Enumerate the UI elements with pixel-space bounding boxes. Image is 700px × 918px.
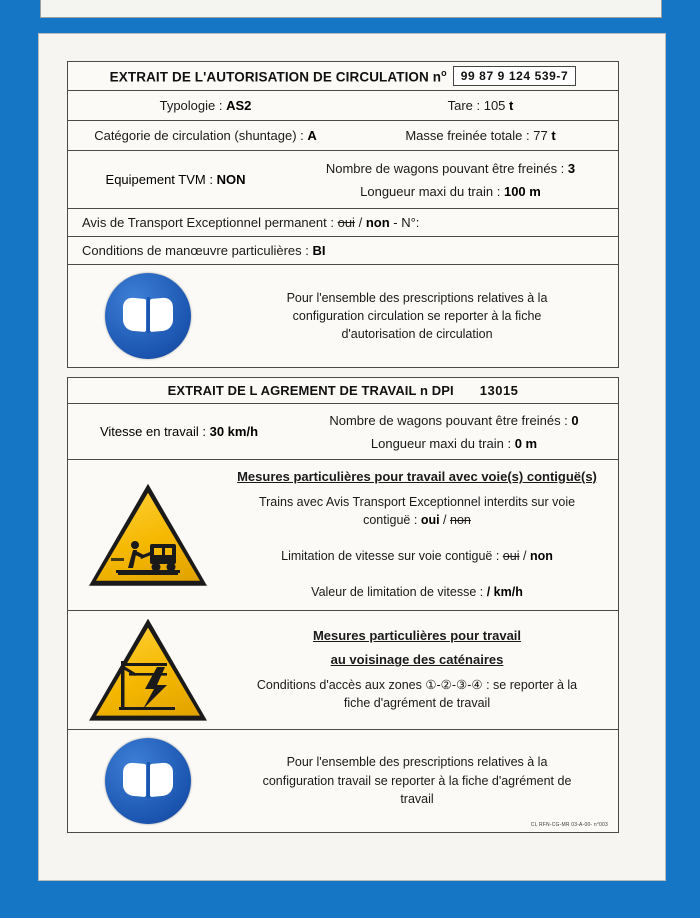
voie-contigue-line1b: contiguë :: [363, 512, 418, 527]
limitation-vitesse-sep: /: [522, 549, 527, 564]
travail-wagons-value: 0: [571, 412, 579, 428]
typologie-cell: [68, 91, 343, 120]
conditions-value: BI: [312, 243, 326, 258]
voie-contigue-oui: oui: [420, 512, 440, 527]
wagons-value: 3: [567, 160, 576, 176]
book-icon: [105, 273, 191, 359]
circulation-notice-text: [228, 281, 618, 351]
travail-notice-row: [68, 730, 618, 832]
circulation-notice-row: [68, 265, 618, 367]
travail-notice-line1: Pour l'ensemble des prescriptions relatives à la: [286, 755, 548, 770]
travail-notice-line3: travail: [400, 791, 434, 806]
typologie-label: Typologie :: [159, 98, 223, 113]
document-footer-code: CL RFN-CG-MR 03-A-00- n°003: [530, 821, 608, 828]
categorie-cell: [68, 121, 343, 150]
travail-title-row: [68, 378, 618, 404]
vitesse-right-group: [290, 404, 618, 459]
circulation-notice-icon-cell: [68, 265, 228, 367]
travail-panel: [67, 377, 619, 833]
catenaires-text: [228, 619, 618, 721]
masse-label: Masse freinée totale : 77: [405, 128, 548, 143]
book-icon: [105, 738, 191, 824]
wagons-freines-line: [283, 157, 618, 180]
track-work-glyph: [106, 528, 190, 578]
catenaires-heading2: au voisinage des caténaires: [330, 652, 504, 668]
placard-sheet: [38, 33, 666, 881]
voie-contigue-sep: /: [443, 512, 447, 527]
categorie-label: Catégorie de circulation (shuntage) :: [94, 128, 304, 143]
tvm-right-group: [283, 151, 618, 208]
circulation-notice-line2: configuration circulation se reporter à la fiche: [292, 308, 542, 323]
circulation-notice-line3: d'autorisation de circulation: [341, 327, 493, 342]
tare-cell: [343, 91, 618, 120]
avis-transport-row: [68, 209, 618, 237]
travail-dpi-number: 13015: [479, 383, 519, 398]
travail-longueur-value: 0 m: [514, 435, 538, 451]
longueur-label: Longueur maxi du train :: [360, 183, 501, 199]
voie-contigue-heading: Mesures particulières pour travail avec voie(s) contiguë(s): [237, 469, 597, 484]
voie-contigue-text: [228, 460, 618, 610]
categorie-value: A: [307, 128, 317, 143]
voie-contigue-non: non: [450, 512, 471, 527]
travail-longueur-label: Longueur maxi du train :: [370, 435, 512, 451]
avis-sep: /: [358, 215, 363, 230]
warning-triangle-electric-icon: [89, 619, 207, 721]
limitation-vitesse-oui: oui: [502, 549, 520, 564]
valeur-limitation-label: Valeur de limitation de vitesse :: [311, 585, 484, 600]
conditions-manoeuvre-row: [68, 237, 618, 265]
longueur-maxi-line: [283, 180, 618, 203]
voie-contigue-line1a: Trains avec Avis Transport Exceptionnel interdits sur voie: [258, 494, 576, 509]
wagons-label: Nombre de wagons pouvant être freinés :: [325, 160, 565, 176]
avis-non: non: [365, 215, 390, 230]
catenaires-icon-cell: [68, 611, 228, 729]
catenaires-heading1: Mesures particulières pour travail: [312, 627, 522, 643]
vitesse-label: Vitesse en travail :: [99, 424, 206, 439]
circulation-title: EXTRAIT DE L'AUTORISATION DE CIRCULATION $n^o$: [109, 67, 447, 85]
categorie-masse-row: [68, 121, 618, 151]
circulation-notice-line1: Pour l'ensemble des prescriptions relatives à la: [286, 290, 548, 305]
travail-notice-icon-cell: [68, 730, 228, 832]
catenaires-line2: fiche d'agrément de travail: [343, 696, 491, 711]
catenary-glyph: [105, 657, 191, 713]
masse-unit: t: [551, 128, 556, 143]
conditions-label: Conditions de manœuvre particulières :: [82, 243, 309, 258]
typologie-tare-row: [68, 91, 618, 121]
longueur-value: 100 m: [503, 183, 541, 199]
vitesse-value: 30 km/h: [209, 424, 259, 439]
travail-wagons-line: [290, 409, 618, 432]
avis-oui: oui: [337, 215, 355, 230]
travail-notice-line2: configuration travail se reporter à la fiche d'agrément de: [262, 773, 572, 788]
typologie-value: AS2: [226, 98, 252, 113]
travail-wagons-label: Nombre de wagons pouvant être freinés :: [329, 412, 568, 428]
tvm-row: [68, 151, 618, 209]
limitation-vitesse-label: Limitation de vitesse sur voie contiguë :: [281, 549, 500, 564]
avis-label: Avis de Transport Exceptionnel permanent :: [82, 215, 334, 230]
vitesse-cell: [68, 404, 290, 459]
top-sheet-fragment: [40, 0, 662, 18]
masse-freinee-cell: [343, 121, 618, 150]
catenaires-line1: Conditions d'accès aux zones ①-②-③-④ : se reporter à la: [256, 678, 578, 693]
travail-title: EXTRAIT DE L AGREMENT DE TRAVAIL n DPI 13015: [167, 383, 519, 398]
travail-notice-text: [228, 745, 618, 815]
limitation-vitesse-non: non: [529, 549, 553, 564]
tvm-value: NON: [216, 172, 246, 187]
circulation-title-row: [68, 62, 618, 91]
voie-contigue-row: [68, 460, 618, 611]
circulation-panel: [67, 61, 619, 368]
travail-longueur-line: [290, 432, 618, 455]
warning-triangle-track-work-icon: [89, 484, 207, 586]
catenaires-row: [68, 611, 618, 730]
tare-unit: t: [509, 98, 514, 113]
tare-label: Tare : 105: [447, 98, 506, 113]
avis-num: - N°:: [393, 215, 420, 230]
valeur-limitation-value: / km/h: [486, 585, 523, 600]
voie-contigue-icon-cell: [68, 476, 228, 594]
tvm-label: Equipement TVM :: [105, 172, 213, 187]
circulation-number: 99 87 9 124 539-7: [453, 66, 577, 86]
tvm-cell: [68, 151, 283, 208]
vitesse-row: [68, 404, 618, 460]
